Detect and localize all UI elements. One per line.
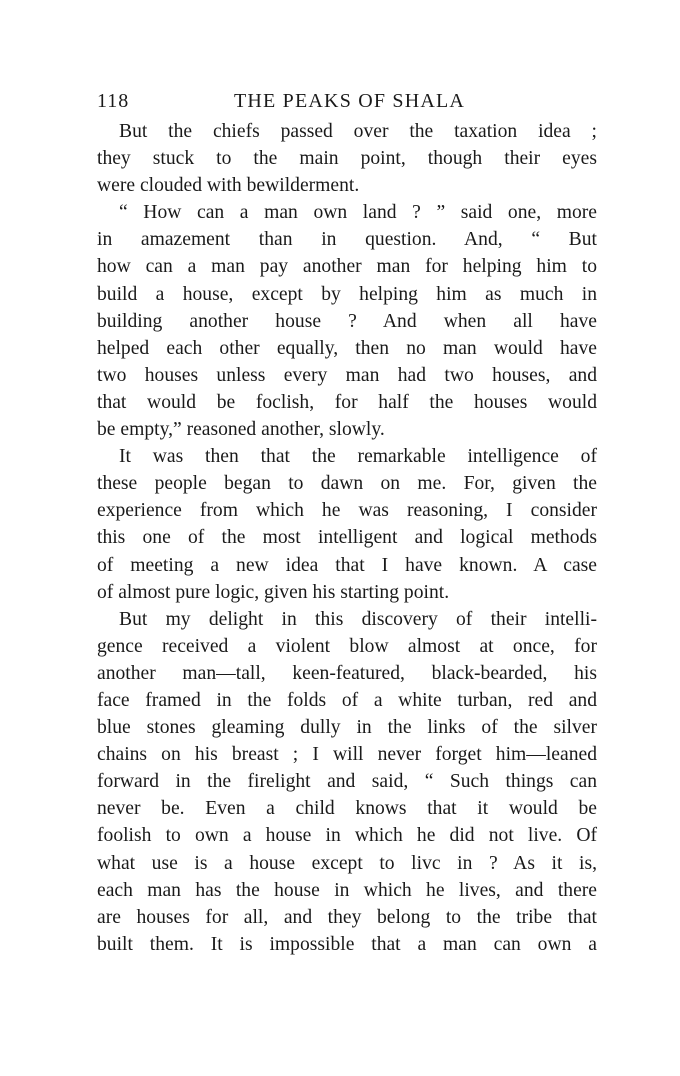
text-line: were clouded with bewilderment. (97, 175, 360, 197)
running-title: THE PEAKS OF SHALA (234, 90, 466, 112)
page-number: 118 (97, 90, 130, 112)
text-line: of almost pure logic, given his starting point. (97, 581, 450, 603)
text-line: each man has the house in which he lives, and there (97, 879, 597, 901)
text-line: these people began to dawn on me. For, given the (97, 473, 597, 495)
text-line: gence received a violent blow almost at once, for (97, 635, 597, 657)
text-line: But my delight in this discovery of their intelli- (119, 608, 597, 630)
text-line: experience from which he was reasoning, I consider (97, 500, 597, 522)
text-line: face framed in the folds of a white turban, red and (97, 689, 597, 711)
text-line: this one of the most intelligent and logical methods (97, 527, 597, 549)
text-line: what use is a house except to livc in ? As it is, (97, 852, 597, 874)
text-line: helped each other equally, then no man would have (97, 337, 597, 359)
body-text (97, 118, 597, 958)
text-line: build a house, except by helping him as much in (97, 283, 597, 305)
text-line: never be. Even a child knows that it would be (97, 798, 597, 820)
text-line: building another house ? And when all have (97, 310, 597, 332)
text-line: that would be foclish, for half the houses would (97, 391, 597, 413)
text-line: in amazement than in question. And, “ But (97, 229, 597, 251)
text-line: forward in the firelight and said, “ Such things can (97, 771, 597, 793)
text-line: “ How can a man own land ? ” said one, more (119, 202, 597, 224)
text-line: be empty,” reasoned another, slowly. (97, 419, 385, 441)
text-line: built them. It is impossible that a man can own a (97, 933, 597, 955)
text-line: are houses for all, and they belong to the tribe that (97, 906, 597, 928)
book-page (97, 88, 597, 958)
text-line: blue stones gleaming dully in the links of the silver (97, 717, 597, 739)
text-line: But the chiefs passed over the taxation idea ; (119, 121, 597, 142)
text-line: of meeting a new idea that I have known. A case (97, 554, 597, 576)
text-line: another man—tall, keen-featured, black-bearded, his (97, 662, 597, 684)
text-line: they stuck to the main point, though their eyes (97, 148, 597, 170)
text-line: foolish to own a house in which he did not live. Of (97, 825, 597, 847)
text-line: It was then that the remarkable intelligence of (119, 446, 597, 468)
running-header (97, 88, 597, 118)
text-line: how can a man pay another man for helping him to (97, 256, 597, 278)
text-line: chains on his breast ; I will never forget him—leaned (97, 744, 597, 766)
text-line: two houses unless every man had two houses, and (97, 364, 597, 386)
